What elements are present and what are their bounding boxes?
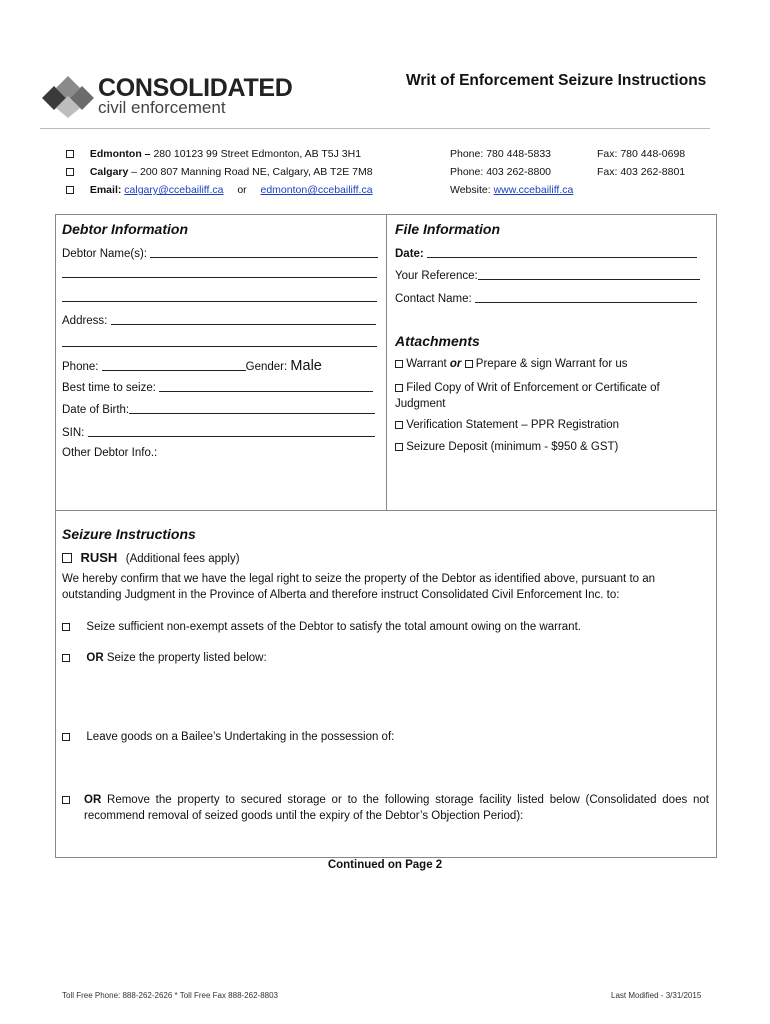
dob-row: Date of Birth: bbox=[62, 402, 375, 416]
address-field-2[interactable] bbox=[62, 335, 377, 347]
verification-checkbox[interactable] bbox=[395, 421, 403, 429]
verification-row: Verification Statement – PPR Registration bbox=[395, 419, 619, 431]
address-field[interactable] bbox=[111, 313, 376, 325]
checkbox[interactable] bbox=[66, 168, 74, 176]
edmonton-fax: Fax: 780 448-0698 bbox=[597, 148, 686, 160]
deposit-checkbox[interactable] bbox=[395, 443, 403, 451]
office-calgary: Calgary – 200 807 Manning Road NE, Calgary, AB T2E 7M8 bbox=[66, 165, 373, 179]
bailee-checkbox[interactable] bbox=[62, 733, 70, 741]
option-seize-property: OR Seize the property listed below: bbox=[62, 650, 707, 666]
email-line: Email: calgary@ccebailiff.ca or edmonton@ccebailiff.ca bbox=[66, 183, 373, 197]
footer-modified: Last Modified - 3/31/2015 bbox=[611, 991, 702, 1000]
option-remove-storage: OR Remove the property to secured storage or to the following storage facility listed below (Consolidated does not recommend removal of seized goods until the expiry of the Debtor’s Objection Period): bbox=[84, 794, 709, 822]
attachments-title: Attachments bbox=[395, 333, 480, 349]
logo-main-text: CONSOLIDATED bbox=[98, 74, 293, 102]
sin-field[interactable] bbox=[88, 425, 375, 437]
address-row: Address: bbox=[62, 313, 376, 327]
confirmation-text: We hereby confirm that we have the legal right to seize the property of the Debtor as identified above, pursuant to an outstanding Judgment in the Province of Alberta and therefore instruct Consolidated Civil Enforcement Inc. to: bbox=[62, 573, 656, 601]
calgary-email-link[interactable]: calgary@ccebailiff.ca bbox=[124, 184, 224, 196]
checkbox[interactable] bbox=[66, 186, 74, 194]
contact-field[interactable] bbox=[475, 291, 697, 303]
phone-gender-row: Phone: Gender: Male bbox=[62, 358, 322, 374]
rush-row: RUSH (Additional fees apply) bbox=[62, 549, 240, 567]
debtor-names-field[interactable] bbox=[150, 246, 378, 258]
section-divider bbox=[55, 510, 717, 511]
calgary-fax: Fax: 403 262-8801 bbox=[597, 166, 686, 178]
best-time-row: Best time to seize: bbox=[62, 380, 373, 394]
debtor-section-title: Debtor Information bbox=[62, 221, 188, 237]
date-field[interactable] bbox=[427, 246, 697, 258]
deposit-row: Seizure Deposit (minimum - $950 & GST) bbox=[395, 441, 618, 453]
warrant-checkbox[interactable] bbox=[395, 360, 403, 368]
diamond-logo-icon bbox=[40, 74, 96, 118]
calgary-phone: Phone: 403 262-8800 bbox=[450, 166, 552, 178]
website-line: Website: www.ccebailiff.ca bbox=[450, 184, 574, 196]
prepare-warrant-checkbox[interactable] bbox=[465, 360, 473, 368]
filed-copy-row: Filed Copy of Writ of Enforcement or Certificate of Judgment bbox=[395, 382, 660, 410]
header-divider bbox=[40, 128, 710, 129]
file-section-title: File Information bbox=[395, 221, 500, 237]
debtor-names-field-3[interactable] bbox=[62, 290, 377, 302]
logo-sub-text: civil enforcement bbox=[98, 98, 226, 117]
dob-field[interactable] bbox=[129, 402, 375, 414]
checkbox[interactable] bbox=[66, 150, 74, 158]
seizure-section-title: Seizure Instructions bbox=[62, 526, 196, 542]
rush-checkbox[interactable] bbox=[62, 553, 72, 563]
phone-field[interactable] bbox=[102, 359, 246, 371]
option-bailee: Leave goods on a Bailee’s Undertaking in the possession of: bbox=[62, 729, 707, 745]
page-title: Writ of Enforcement Seizure Instructions bbox=[406, 72, 707, 89]
option-seize-assets: Seize sufficient non-exempt assets of the Debtor to satisfy the total amount owing on the warrant. bbox=[62, 619, 707, 635]
debtor-names-row: Debtor Name(s): bbox=[62, 246, 378, 260]
footer-contact: Toll Free Phone: 888-262-2626 * Toll Free Fax 888-262-8803 bbox=[62, 991, 278, 1000]
contact-row: Contact Name: bbox=[395, 291, 697, 305]
debtor-names-field-2[interactable] bbox=[62, 266, 377, 278]
seize-assets-checkbox[interactable] bbox=[62, 623, 70, 631]
seize-property-checkbox[interactable] bbox=[62, 654, 70, 662]
company-logo bbox=[40, 74, 300, 118]
gender-value[interactable]: Male bbox=[290, 358, 322, 374]
reference-row: Your Reference: bbox=[395, 268, 700, 282]
office-edmonton: Edmonton – 280 10123 99 Street Edmonton, AB T5J 3H1 bbox=[66, 147, 361, 161]
filed-copy-checkbox[interactable] bbox=[395, 384, 403, 392]
website-link[interactable]: www.ccebailiff.ca bbox=[493, 184, 574, 196]
sin-row: SIN: bbox=[62, 425, 375, 439]
reference-field[interactable] bbox=[478, 268, 700, 280]
option-remove-checkbox-wrap bbox=[62, 792, 76, 808]
remove-storage-checkbox[interactable] bbox=[62, 796, 70, 804]
other-info-label: Other Debtor Info.: bbox=[62, 447, 158, 459]
column-divider bbox=[386, 214, 387, 510]
continued-note: Continued on Page 2 bbox=[327, 859, 443, 871]
warrant-row: Warrant or Prepare & sign Warrant for us bbox=[395, 358, 628, 370]
best-time-field[interactable] bbox=[159, 380, 373, 392]
edmonton-email-link[interactable]: edmonton@ccebailiff.ca bbox=[260, 184, 373, 196]
edmonton-phone: Phone: 780 448-5833 bbox=[450, 148, 552, 160]
date-row: Date: bbox=[395, 246, 697, 260]
